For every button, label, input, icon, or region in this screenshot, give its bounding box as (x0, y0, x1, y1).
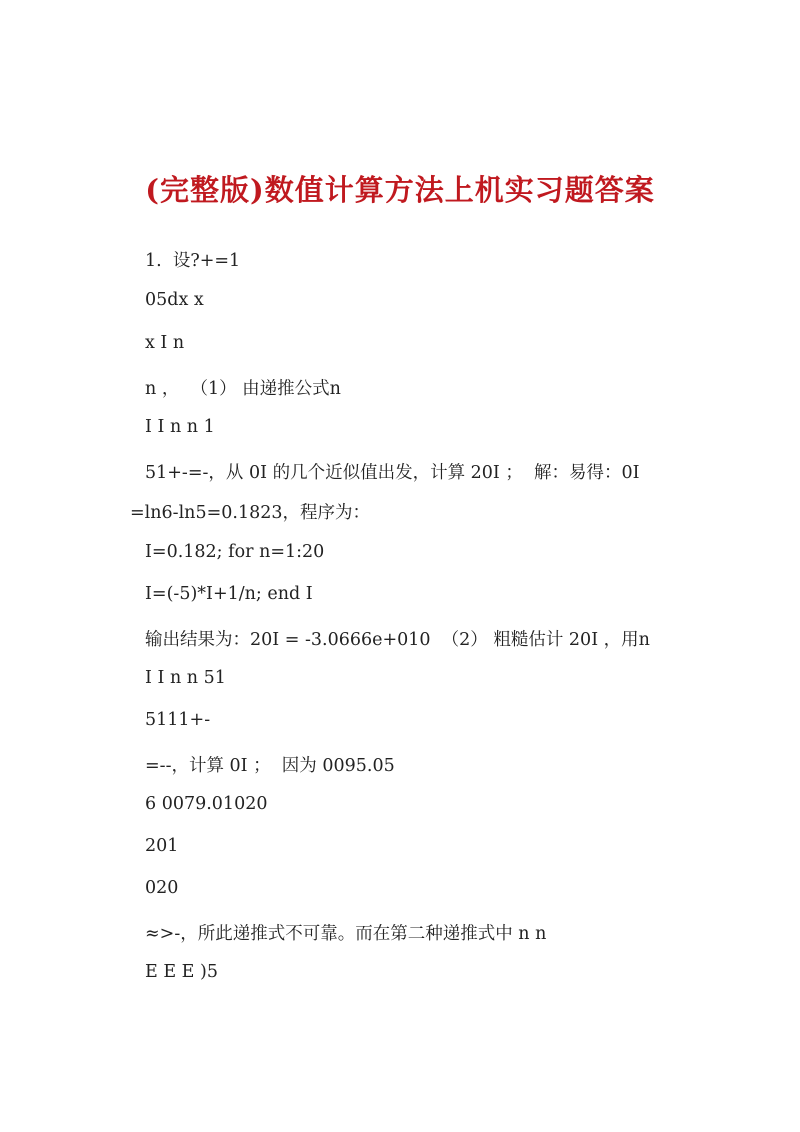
text-line-18: E E E )5 (145, 962, 218, 982)
text-line-4: n ， （1） 由递推公式n (145, 379, 341, 399)
text-line-5: I I n n 1 (145, 417, 215, 437)
text-line-11: I I n n 51 (145, 668, 226, 688)
text-line-1: 1. 设?+=1 (145, 251, 241, 271)
document-title: (完整版)数值计算方法上机实习题答案 (145, 173, 655, 207)
text-line-12: 5111+- (145, 710, 211, 730)
text-line-8: I=0.182; for n=1:20 (145, 542, 325, 562)
text-line-16: 020 (145, 878, 179, 898)
text-line-14: 6 0079.01020 (145, 794, 268, 814)
text-line-10: 输出结果为：20I = -3.0666e+010 （2） 粗糙估计 20I ，用n (145, 630, 650, 650)
text-line-17: ≈>-，所此递推式不可靠。而在第二种递推式中 n n (145, 924, 547, 944)
text-line-6: 51+-=-，从 0I 的几个近似值出发，计算 20I ； 解：易得：0I (145, 463, 640, 483)
text-line-2: 05dx x (145, 290, 204, 310)
text-line-7: =ln6-ln5=0.1823，程序为： (130, 503, 370, 523)
text-line-9: I=(-5)*I+1/n; end I (145, 584, 313, 604)
text-line-3: x I n (145, 333, 185, 353)
text-line-15: 201 (145, 836, 179, 856)
text-line-13: =--，计算 0I ； 因为 0095.05 (145, 756, 395, 776)
